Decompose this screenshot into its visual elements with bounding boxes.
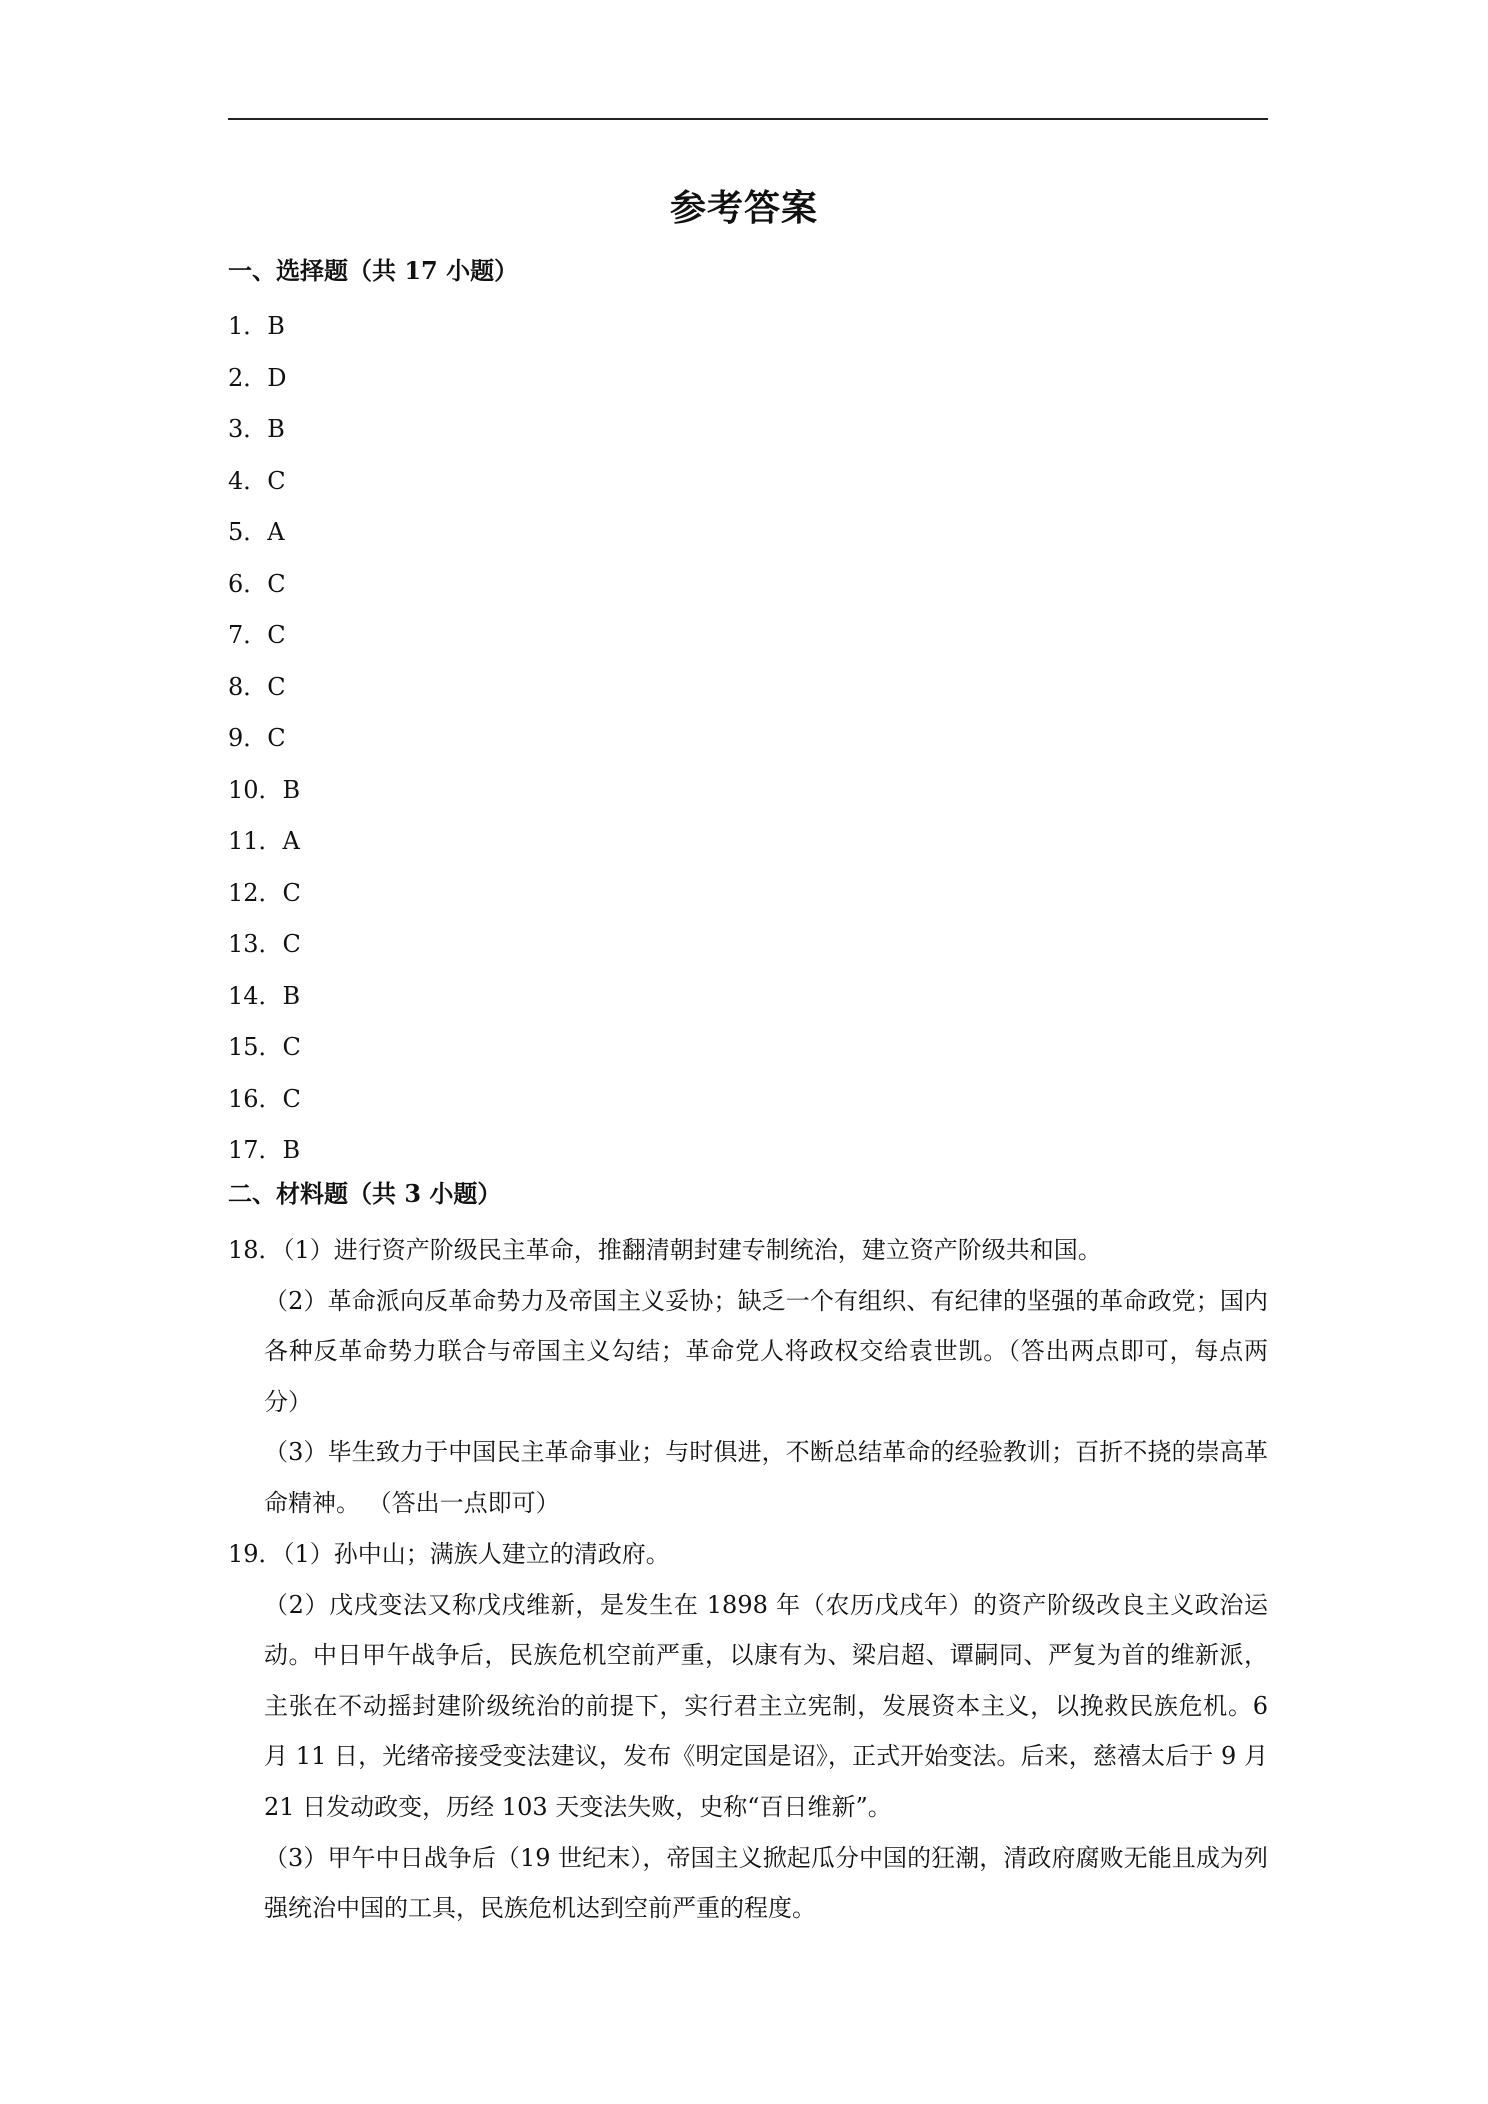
choice-answer: 6．C [228,569,286,598]
question-19-answer [228,1529,1268,1934]
q18-part-2: （2）革命派向反革命势力及帝国主义妥协；缺乏一个有组织、有纪律的坚强的革命政党；国内各种反革命势力联合与帝国主义勾结；革命党人将政权交给袁世凯。（答出两点即可，每点两分） [264,1286,1268,1416]
choice-answer: 16．C [228,1084,301,1113]
choice-answer: 12．C [228,878,301,907]
choice-answer: 1．B [228,312,285,340]
q19-part-1: 19．（1）孙中山；满族人建立的清政府。 [228,1540,670,1568]
header-rule [228,118,1268,120]
page-title: 参考答案 [669,187,818,229]
choice-answer: 11．A [228,827,300,855]
question-18-answer [228,1225,1268,1529]
choice-answer: 15．C [228,1033,301,1061]
section-heading-material: 二、材料题（共 3 小题） [228,1179,502,1208]
q19-part-2: （2）戊戌变法又称戊戌维新，是发生在 1898 年（农历戊戌年）的资产阶级改良主义政治运动。中日甲午战争后，民族危机空前严重，以康有为、梁启超、谭嗣同、严复为首的维新派，主张在不动摇封建阶级统治的前提下，实行君主立宪制，发展资本主义，以挽救民族危机。6 月 11 日，光绪帝接受变法建议，发布《明定国是诏》，正式开始变法。后来，慈禧太后于 9 月 21 日发动政变，历经 103 天变法失败，史称“百日维新”。 [264,1590,1268,1821]
choice-answer: 8．C [228,672,286,701]
q18-part-3: （3）毕生致力于中国民主革命事业；与时俱进，不断总结革命的经验教训；百折不挠的崇高革命精神。 （答出一点即可） [264,1438,1268,1517]
choice-answer: 4．C [228,466,286,495]
choice-answer: 3．B [228,415,285,443]
choice-answer-list [228,308,301,1184]
choice-answer: 13．C [228,930,301,958]
choice-answer: 7．C [228,621,286,649]
q18-part-1: 18．（1）进行资产阶级民主革命，推翻清朝封建专制统治，建立资产阶级共和国。 [228,1236,1102,1264]
choice-answer: 5．A [228,518,285,546]
choice-answer: 9．C [228,724,286,752]
choice-answer: 14．B [228,981,301,1010]
choice-answer: 2．D [228,363,287,392]
q19-part-3: （3）甲午中日战争后（19 世纪末），帝国主义掀起瓜分中国的狂潮，清政府腐败无能且成为列强统治中国的工具，民族危机达到空前严重的程度。 [264,1843,1268,1923]
choice-answer: 10．B [228,775,301,804]
choice-answer: 17．B [228,1136,301,1164]
section-heading-choice: 一、选择题（共 17 小题） [228,256,519,285]
